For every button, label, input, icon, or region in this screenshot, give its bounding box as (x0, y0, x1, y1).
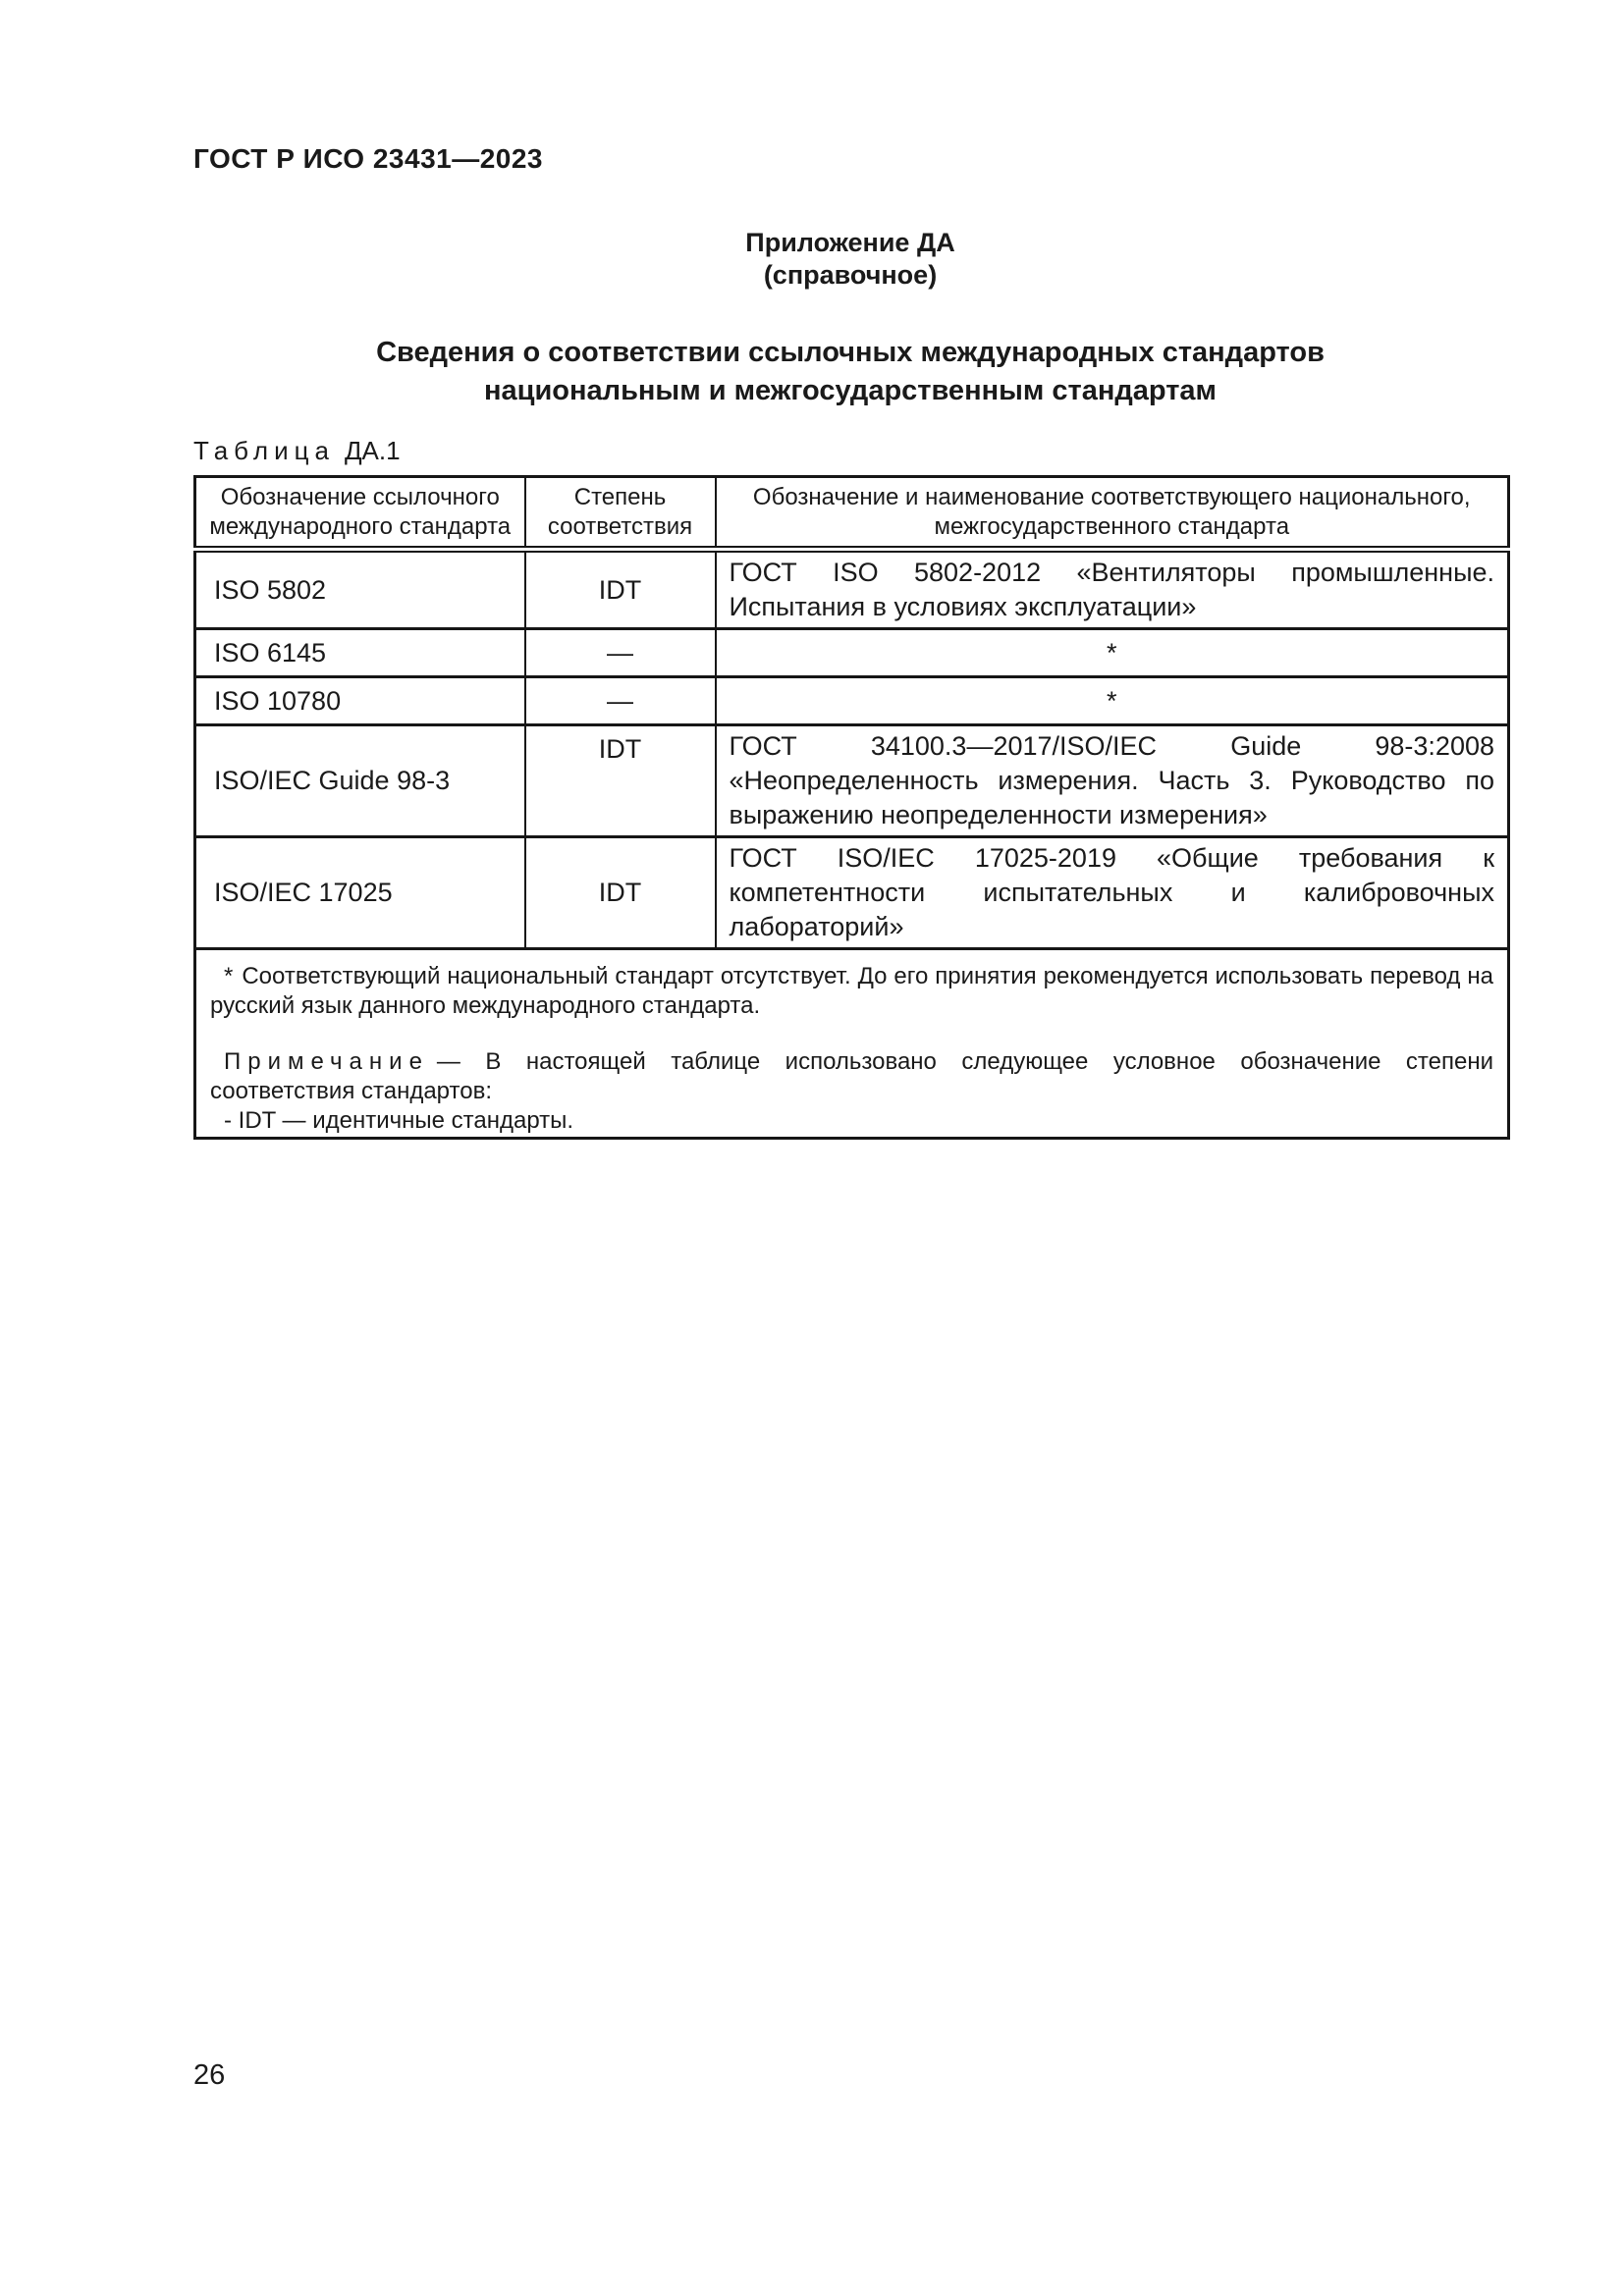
appendix-kind: (справочное) (763, 260, 938, 290)
doc-title-line2: национальным и межгосударственным стандартам (484, 375, 1217, 406)
table-row (195, 677, 1509, 725)
cell-equivalent: * (716, 677, 1509, 725)
cell-equivalent: ГОСТ ISO/IEC 17025-2019 «Общие требования к компетентности испытательных и калибровочных лабораторий» (716, 837, 1509, 949)
note-text: — В настоящей таблице использовано следующее условное обозначение степени соответствия стандартов: (210, 1048, 1493, 1104)
cell-degree: — (525, 677, 716, 725)
note (210, 1047, 1493, 1106)
cell-standard: ISO 10780 (195, 677, 525, 725)
table-row (195, 629, 1509, 677)
cell-degree: IDT (525, 550, 716, 629)
table-header-row (195, 477, 1509, 550)
standards-correspondence-table (193, 475, 1510, 1140)
appendix-heading (193, 227, 1507, 292)
doc-title (193, 334, 1507, 410)
cell-standard: ISO 5802 (195, 550, 525, 629)
column-header-standard: Обозначение ссылочного международного стандарта (195, 477, 525, 550)
cell-degree: — (525, 629, 716, 677)
table-row (195, 725, 1509, 837)
footnote-cell (195, 949, 1509, 1139)
note-list-item: - IDT — идентичные стандарты. (224, 1107, 574, 1134)
table-caption (193, 436, 401, 466)
table-caption-number: ДА.1 (344, 436, 401, 465)
doc-title-line1: Сведения о соответствии ссылочных международных стандартов (376, 337, 1325, 368)
cell-degree: IDT (525, 725, 716, 837)
table-caption-label: Таблица (193, 436, 335, 465)
footnote (210, 962, 1493, 1021)
cell-standard: ISO/IEC Guide 98-3 (195, 725, 525, 837)
cell-degree: IDT (525, 837, 716, 949)
table-row (195, 550, 1509, 629)
table-row (195, 837, 1509, 949)
column-header-degree: Степень соответствия (525, 477, 716, 550)
cell-equivalent: ГОСТ ISO 5802-2012 «Вентиляторы промышленные. Испытания в условиях эксплуатации» (716, 550, 1509, 629)
footnote-text: Соответствующий национальный стандарт отсутствует. До его принятия рекомендуется использовать перевод на русский язык данного международного стандарта. (210, 963, 1493, 1019)
cell-equivalent: ГОСТ 34100.3—2017/ISO/IEC Guide 98-3:2008 «Неопределенность измерения. Часть 3. Руководство по выражению неопределенности измерения» (716, 725, 1509, 837)
cell-standard: ISO 6145 (195, 629, 525, 677)
cell-equivalent: * (716, 629, 1509, 677)
table-footnote-row (195, 949, 1509, 1139)
footnote-marker: * (224, 963, 234, 989)
cell-standard: ISO/IEC 17025 (195, 837, 525, 949)
doc-header: ГОСТ Р ИСО 23431—2023 (193, 143, 544, 174)
page-number: 26 (193, 2059, 226, 2091)
appendix-label: Приложение ДА (745, 228, 955, 257)
column-header-equivalent: Обозначение и наименование соответствующего национального, межгосударственного стандарта (716, 477, 1509, 550)
note-label: Примечание (224, 1048, 429, 1075)
